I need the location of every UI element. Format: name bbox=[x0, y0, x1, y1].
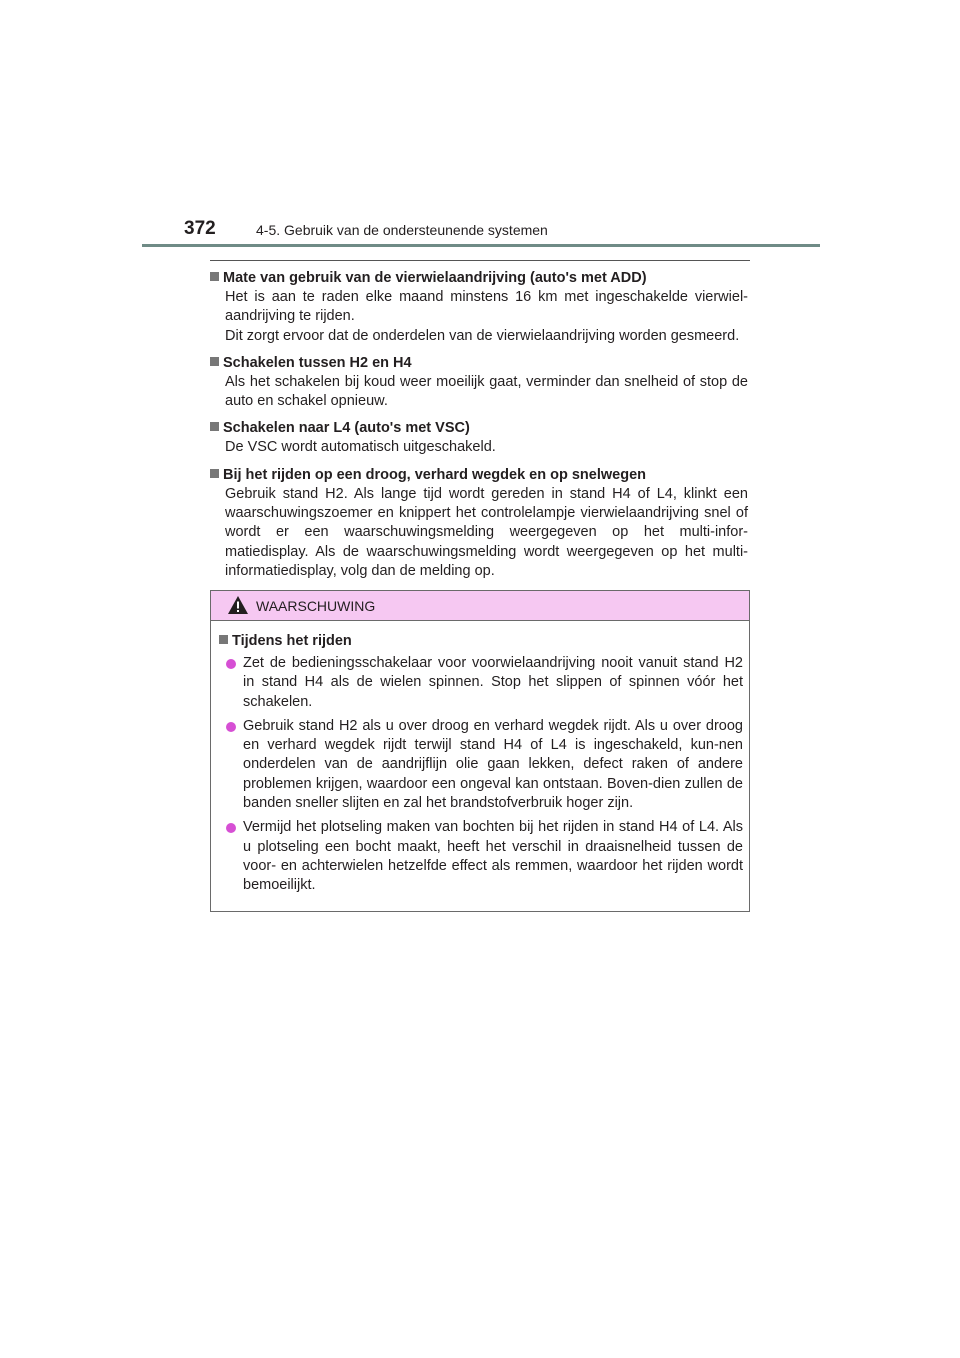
square-bullet-icon bbox=[210, 357, 219, 366]
bullet-dot-icon bbox=[226, 823, 236, 833]
section-heading: Schakelen naar L4 (auto's met VSC) bbox=[210, 418, 748, 438]
paragraph: De VSC wordt automatisch uitgeschakeld. bbox=[225, 439, 496, 456]
warning-item: Zet de bedieningsschakelaar voor voorwielaandrijving nooit vanuit stand H2 in stand H4 als de wielen spinnen. Stop het slippen of spinnen vóór het schakelen. bbox=[219, 654, 743, 712]
warning-item: Vermijd het plotseling maken van bochten bij het rijden in stand H4 of L4. Als u plotseling een bocht maakt, heeft het verschil in draaisnelheid tussen de voor- en achterwielen hetzelfde effect als remmen, waardoor het rijden wordt bemoeilijkt. bbox=[219, 818, 743, 895]
page-number: 372 bbox=[184, 218, 216, 239]
bullet-dot-icon bbox=[226, 722, 236, 732]
section-heading: Mate van gebruik van de vierwielaandrijving (auto's met ADD) bbox=[210, 268, 748, 288]
bullet-dot-icon bbox=[226, 659, 236, 669]
warning-title: WAARSCHUWING bbox=[256, 598, 376, 614]
square-bullet-icon bbox=[210, 469, 219, 478]
warning-triangle-icon bbox=[227, 595, 249, 615]
paragraph: Het is aan te raden elke maand minstens 16 km met ingeschakelde vierwiel-aandrijving te rijden. bbox=[225, 289, 748, 325]
chapter-title: 4-5. Gebruik van de ondersteunende systemen bbox=[256, 222, 548, 238]
section-heading: Bij het rijden op een droog, verhard wegdek en op snelwegen bbox=[210, 465, 748, 485]
warning-header bbox=[211, 591, 749, 621]
paragraph: Dit zorgt ervoor dat de onderdelen van de vierwielaandrijving worden gesmeerd. bbox=[225, 327, 740, 344]
square-bullet-icon bbox=[210, 422, 219, 431]
warning-body bbox=[211, 621, 749, 896]
paragraph: Gebruik stand H2. Als lange tijd wordt gereden in stand H4 of L4, klinkt een waarschuwingszoemer en knippert het controlelampje vierwielaandrijving snel of wordt er een waarschuwingsmelding weergegeven op het multi-infor-matiedisplay. Als de waarschuwingsmelding wordt weergegeven op het multi-informatiedisplay, volg dan de melding op. bbox=[225, 485, 748, 579]
paragraph: Als het schakelen bij koud weer moeilijk gaat, verminder dan snelheid of stop de auto en schakel opnieuw. bbox=[225, 373, 748, 410]
main-content bbox=[210, 264, 748, 588]
square-bullet-icon bbox=[210, 272, 219, 281]
warning-item: Gebruik stand H2 als u over droog en verhard wegdek rijdt. Als u over droog en verhard wegdek rijdt terwijl stand H4 of L4 is ingeschakeld, kun-nen onderdelen van de aandrijflijn olie gaan lekken, defect raken of andere problemen krijgen, waardoor een ongeval kan ontstaan. Boven-dien zullen de banden sneller slijten en zal het brandstofverbruik hoger zijn. bbox=[219, 717, 743, 813]
warning-heading: Tijdens het rijden bbox=[219, 631, 743, 651]
section-dry-road bbox=[210, 465, 748, 581]
square-bullet-icon bbox=[219, 635, 228, 644]
header-rule bbox=[142, 244, 820, 247]
section-divider bbox=[210, 260, 750, 261]
section-h2-h4 bbox=[210, 353, 748, 412]
section-heading: Schakelen tussen H2 en H4 bbox=[210, 353, 748, 373]
section-l4 bbox=[210, 418, 748, 457]
warning-box bbox=[210, 590, 750, 912]
section-add-usage bbox=[210, 268, 748, 346]
page-header bbox=[142, 216, 820, 246]
